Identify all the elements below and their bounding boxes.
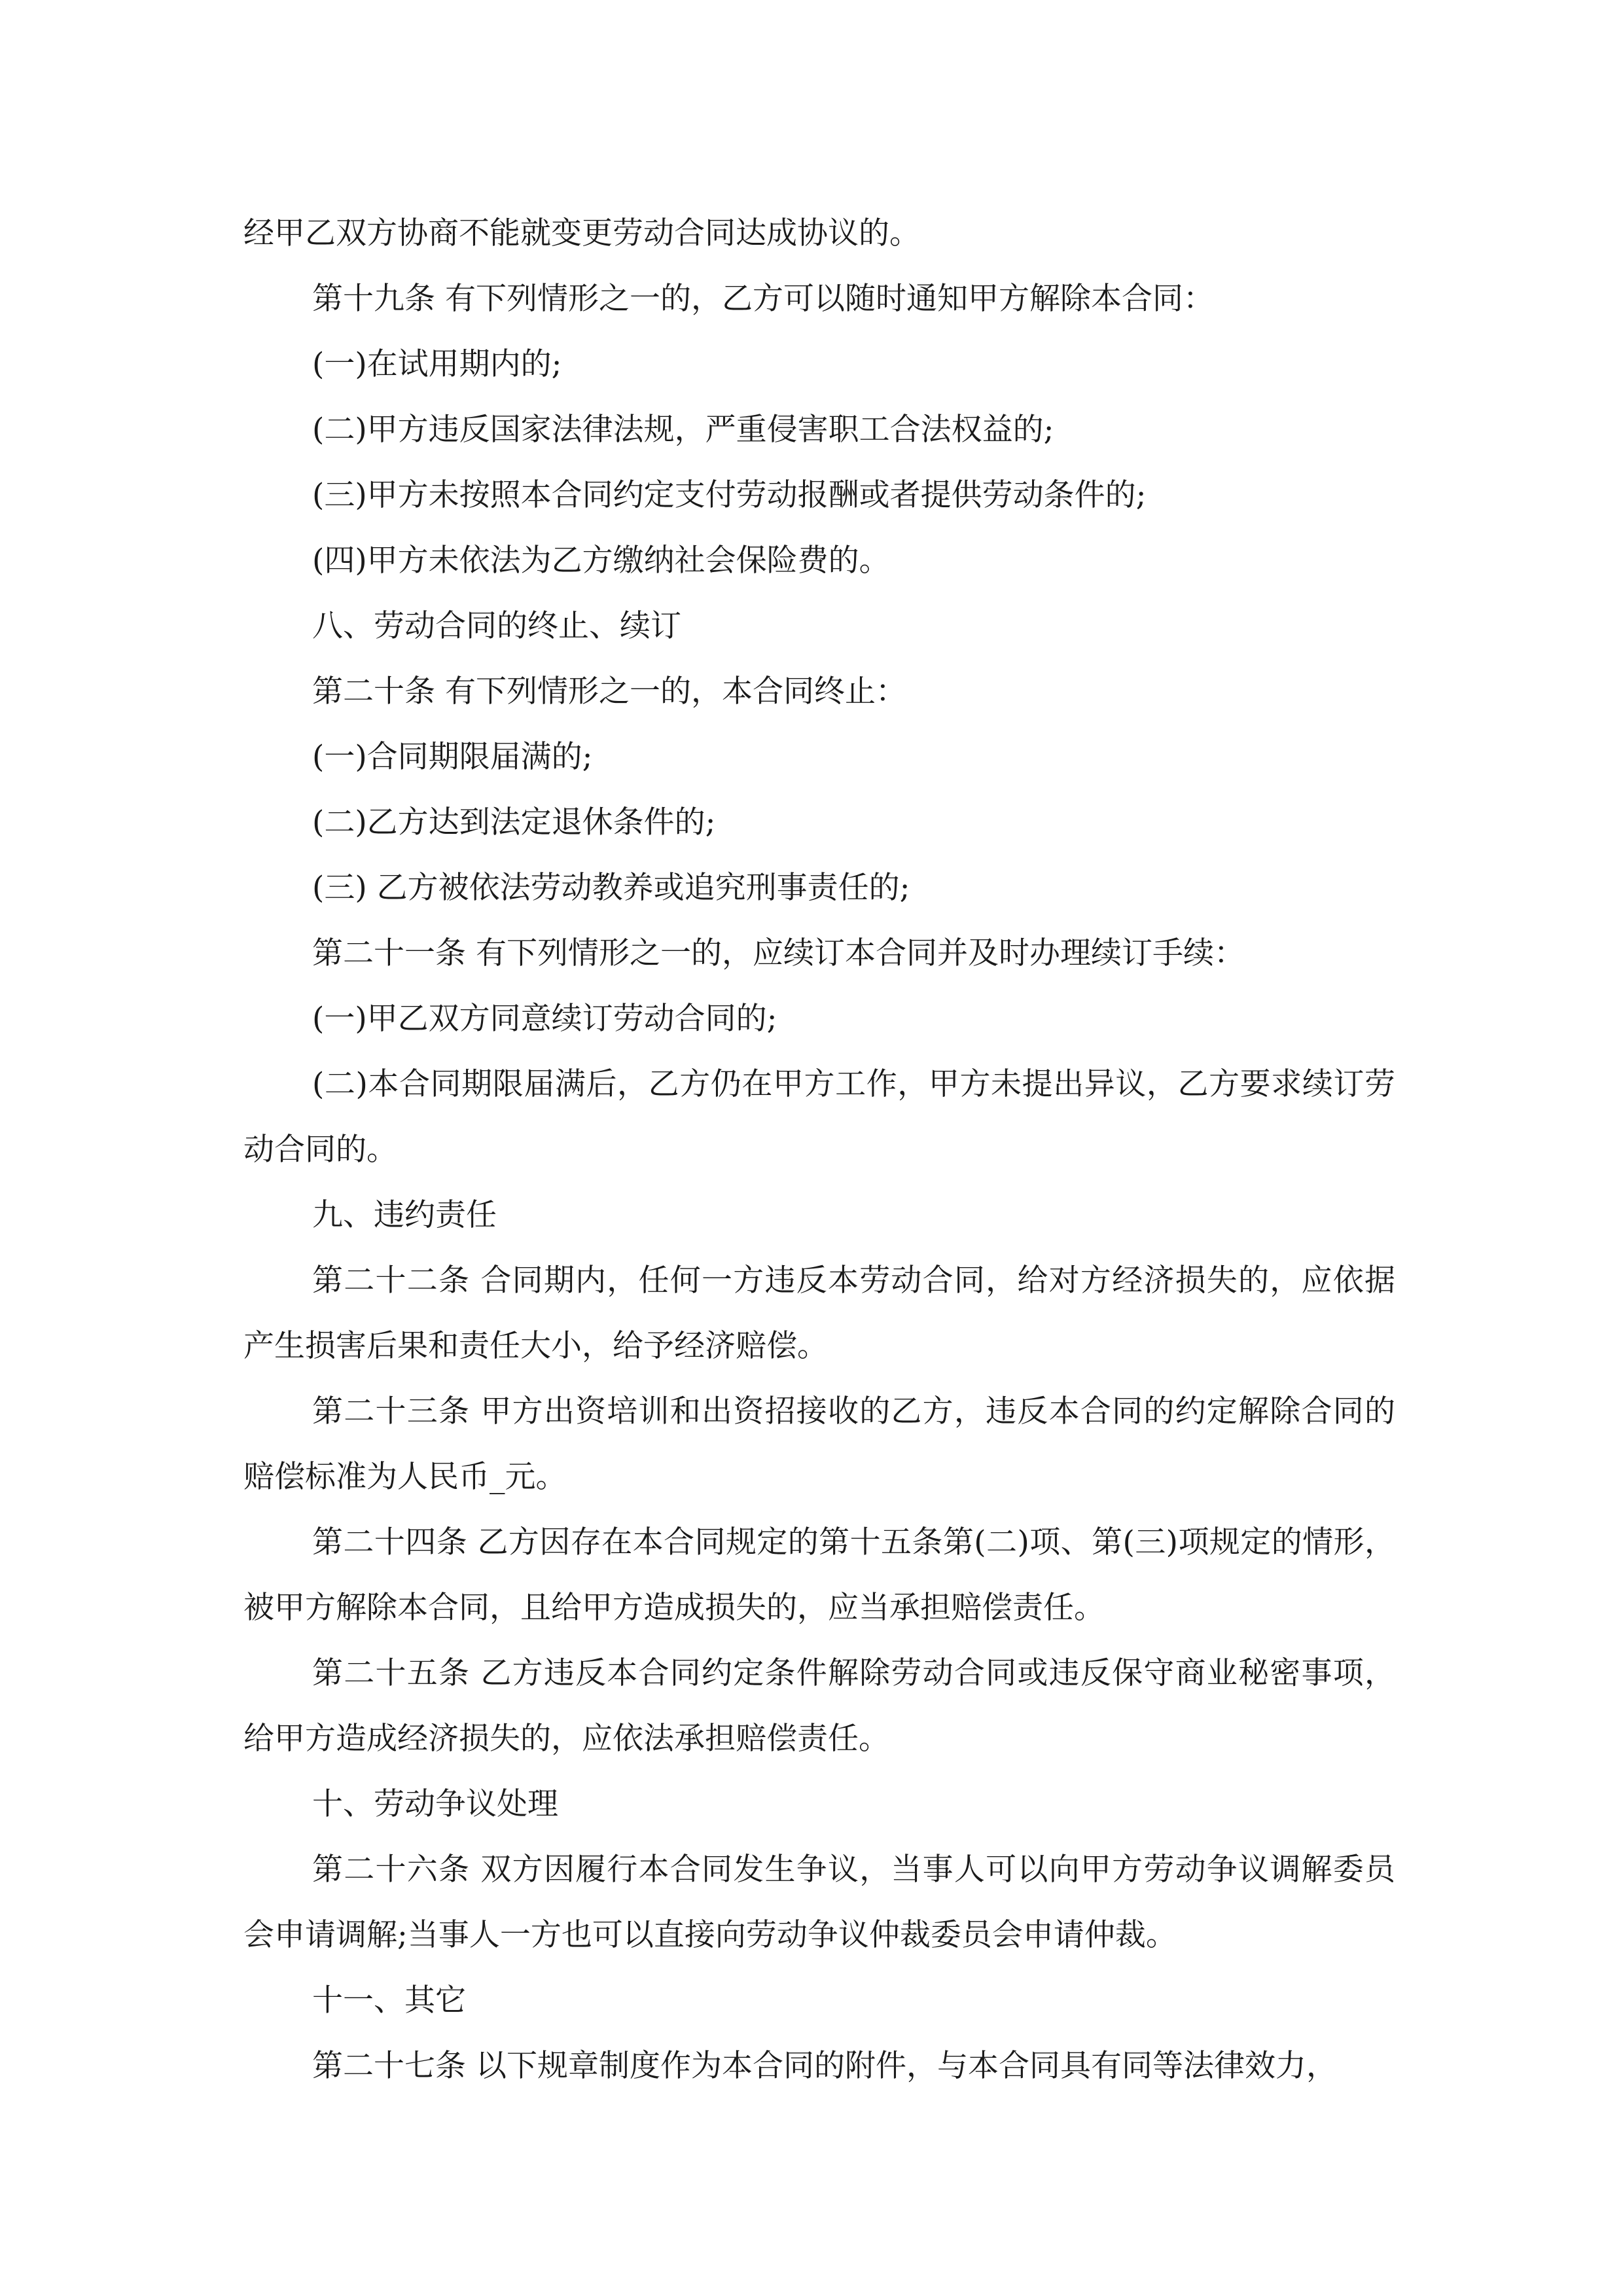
list-item: (二)甲方违反国家法律法规，严重侵害职工合法权益的; xyxy=(312,412,1054,448)
article-26: 第二十六条 双方因履行本合同发生争议，当事人可以向甲方劳动争议调解委员会申请调解;当事人一方也可以直接向劳动争议仲裁委员会申请仲裁。 xyxy=(243,1852,1395,1953)
section-heading-8: 八、劳动合同的终止、续订 xyxy=(312,608,681,644)
list-item: (一)甲乙双方同意续订劳动合同的; xyxy=(312,1001,777,1037)
article-20-heading: 第二十条 有下列情形之一的，本合同终止： xyxy=(312,673,906,709)
list-item: (三)甲方未按照本合同约定支付劳动报酬或者提供劳动条件的; xyxy=(312,477,1147,513)
section-heading-9: 九、违约责任 xyxy=(312,1197,497,1233)
section-heading-10: 十、劳动争议处理 xyxy=(312,1786,558,1822)
list-item: (三) 乙方被依法劳动教养或追究刑事责任的; xyxy=(312,870,910,906)
document-body xyxy=(243,201,1395,2099)
list-item: (四)甲方未依法为乙方缴纳社会保险费的。 xyxy=(312,543,890,579)
article-19-heading: 第十九条 有下列情形之一的，乙方可以随时通知甲方解除本合同： xyxy=(312,281,1214,317)
list-item: (一)合同期限届满的; xyxy=(312,739,593,775)
article-22: 第二十二条 合同期内，任何一方违反本劳动合同，给对方经济损失的，应依据产生损害后果和责任大小，给予经济赔偿。 xyxy=(243,1263,1395,1364)
section-heading-11: 十一、其它 xyxy=(312,1982,466,2018)
article-23: 第二十三条 甲方出资培训和出资招接收的乙方，违反本合同的约定解除合同的赔偿标准为人民币_元。 xyxy=(243,1393,1395,1495)
article-24: 第二十四条 乙方因存在本合同规定的第十五条第(二)项、第(三)项规定的情形，被甲方解除本合同，且给甲方造成损失的，应当承担赔偿责任。 xyxy=(243,1524,1395,1626)
paragraph: 经甲乙双方协商不能就变更劳动合同达成协议的。 xyxy=(243,215,920,251)
list-item: (二)乙方达到法定退休条件的; xyxy=(312,804,716,840)
list-item: (二)本合同期限届满后，乙方仍在甲方工作，甲方未提出异议，乙方要求续订劳动合同的。 xyxy=(243,1066,1395,1168)
list-item: (一)在试用期内的; xyxy=(312,346,562,382)
article-27: 第二十七条 以下规章制度作为本合同的附件，与本合同具有同等法律效力， xyxy=(312,2048,1337,2084)
article-25: 第二十五条 乙方违反本合同约定条件解除劳动合同或违反保守商业秘密事项，给甲方造成经济损失的，应依法承担赔偿责任。 xyxy=(243,1655,1395,1757)
article-21-heading: 第二十一条 有下列情形之一的，应续订本合同并及时办理续订手续： xyxy=(312,935,1245,971)
